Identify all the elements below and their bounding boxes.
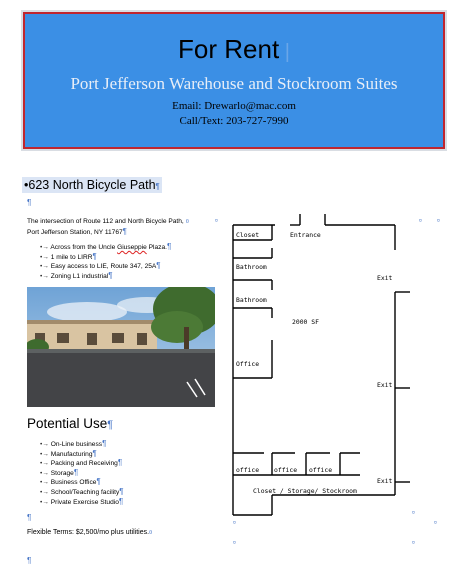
list-item: •→ On-Line business¶ <box>40 440 124 450</box>
plan-label-exit-2: Exit <box>377 381 393 389</box>
format-mark: ¤ <box>412 510 415 516</box>
format-mark: ¤ <box>419 218 422 224</box>
rental-terms: Flexible Terms: $2,500/mo plus utilities.¤ <box>27 529 153 536</box>
format-mark: ¤ <box>434 520 437 526</box>
list-item: •→ Manufacturing¶ <box>40 450 124 460</box>
list-item: •→ 1 mile to LIRR¶ <box>40 253 171 263</box>
plan-label-office: Office <box>236 360 260 368</box>
format-mark: ¤ <box>233 520 236 526</box>
page-subtitle: Port Jefferson Warehouse and Stockroom Suites <box>70 74 398 93</box>
paragraph-mark: ¶ <box>27 198 32 207</box>
plan-label-office-a: office <box>236 466 260 474</box>
warehouse-photo <box>27 287 215 407</box>
paragraph-mark: ¶ <box>27 556 32 565</box>
contact-email[interactable]: Email: Drewarlo@mac.com <box>172 100 296 112</box>
list-item: •→ Private Exercise Studio¶ <box>40 498 124 508</box>
format-mark: ¤ <box>412 540 415 546</box>
contact-phone[interactable]: Call/Text: 203-727-7990 <box>179 115 289 127</box>
feature-list <box>40 243 171 281</box>
list-item: •→ Storage¶ <box>40 469 124 479</box>
paragraph-mark: ¶ <box>27 513 32 522</box>
list-item: •→ Zoning L1 industrial¶ <box>40 272 171 282</box>
potential-use-heading: Potential Use¶ <box>27 416 114 431</box>
plan-label-office-b: office <box>274 466 298 474</box>
potential-use-list <box>40 440 124 507</box>
header-banner-frame <box>21 10 447 151</box>
plan-label-exit-1: Exit <box>377 274 393 282</box>
header-banner <box>23 12 445 149</box>
floor-plan <box>220 210 440 530</box>
plan-label-bathroom-1: Bathroom <box>236 263 267 271</box>
plan-label-entrance: Entrance <box>290 231 321 239</box>
list-item: •→ School/Teaching facility¶ <box>40 488 124 498</box>
plan-label-storage: Closet / Storage/ Stockroom <box>253 487 357 495</box>
list-item: •→ Packing and Receiving¶ <box>40 459 124 469</box>
address-intro: The intersection of Route 112 and North Bicycle Path, ¤ Port Jefferson Station, NY 11767¶ <box>27 218 189 236</box>
address-heading: •623 North Bicycle Path¶ <box>24 178 160 192</box>
plan-label-area: 2000 SF <box>292 318 319 326</box>
plan-label-office-c: office <box>309 466 333 474</box>
plan-label-bathroom-2: Bathroom <box>236 296 267 304</box>
format-mark: ¤ <box>437 218 440 224</box>
list-item: •→ Business Office¶ <box>40 478 124 488</box>
plan-label-closet: Closet <box>236 231 260 239</box>
list-item: •→ Easy access to LIE, Route 347, 25A¶ <box>40 262 171 272</box>
list-item: •→ Across from the Uncle Giuseppie Plaza.¶ <box>40 243 171 253</box>
format-mark: ¤ <box>233 540 236 546</box>
page-title: For Rent | <box>178 34 290 64</box>
format-mark: ¤ <box>215 218 218 224</box>
plan-label-exit-3: Exit <box>377 477 393 485</box>
